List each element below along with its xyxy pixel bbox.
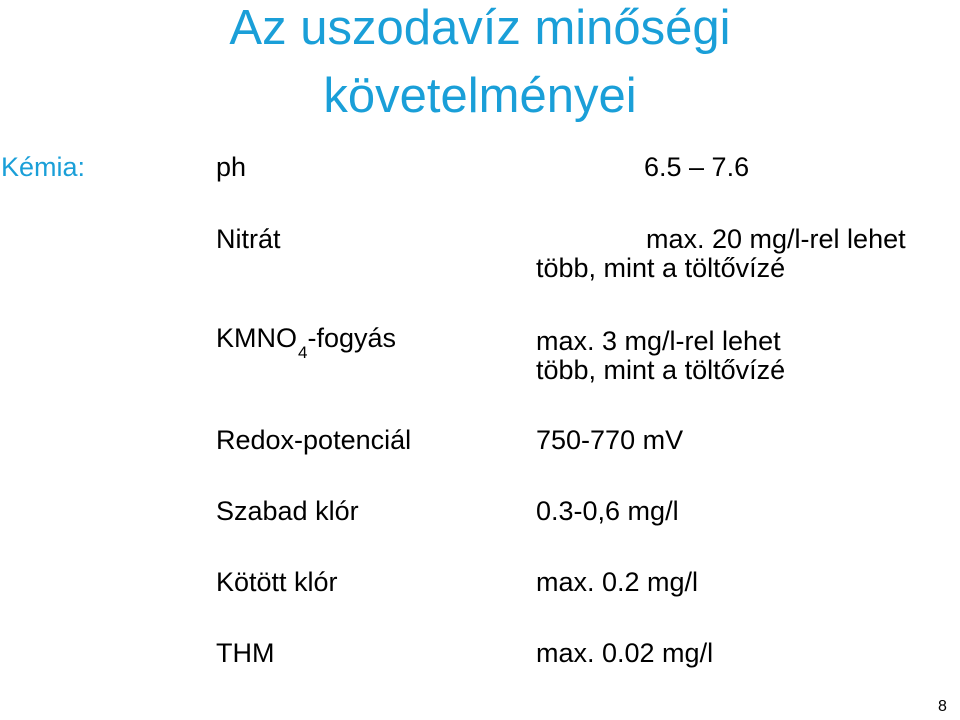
value-ph: 6.5 – 7.6 (644, 152, 750, 182)
value-nitrat-line-1: max. 20 mg/l-rel lehet (646, 224, 906, 254)
param-szabad-klor: Szabad klór (216, 496, 359, 526)
value-thm: max. 0.02 mg/l (536, 638, 714, 668)
value-kmno4-line-2: több, mint a töltővízé (536, 355, 786, 385)
title-line-2: követelményei (323, 69, 637, 123)
param-nitrat: Nitrát (216, 224, 281, 254)
param-kmno4-main: KMNO (216, 323, 297, 353)
value-nitrat-line-2: több, mint a töltővízé (536, 253, 786, 283)
param-kmno4-fogyas (216, 323, 397, 362)
param-redox-potencial: Redox-potenciál (216, 425, 412, 455)
param-kmno4-suffix: -fogyás (307, 323, 397, 353)
value-kmno4-line-1: max. 3 mg/l-rel lehet (536, 326, 781, 356)
value-kotott-klor: max. 0.2 mg/l (536, 567, 699, 597)
param-thm: THM (216, 638, 275, 668)
param-kmno4-subscript: 4 (298, 343, 308, 362)
title-line-1: Az uszodavíz minőségi (229, 1, 731, 55)
value-szabad-klor: 0.3-0,6 mg/l (536, 496, 679, 526)
value-redox-potencial: 750-770 mV (536, 425, 684, 455)
slide-title (0, 0, 960, 130)
section-label-kemia: Kémia: (1, 152, 86, 182)
page-number: 8 (938, 698, 947, 715)
param-kotott-klor: Kötött klór (216, 567, 338, 597)
param-ph: ph (216, 152, 247, 182)
